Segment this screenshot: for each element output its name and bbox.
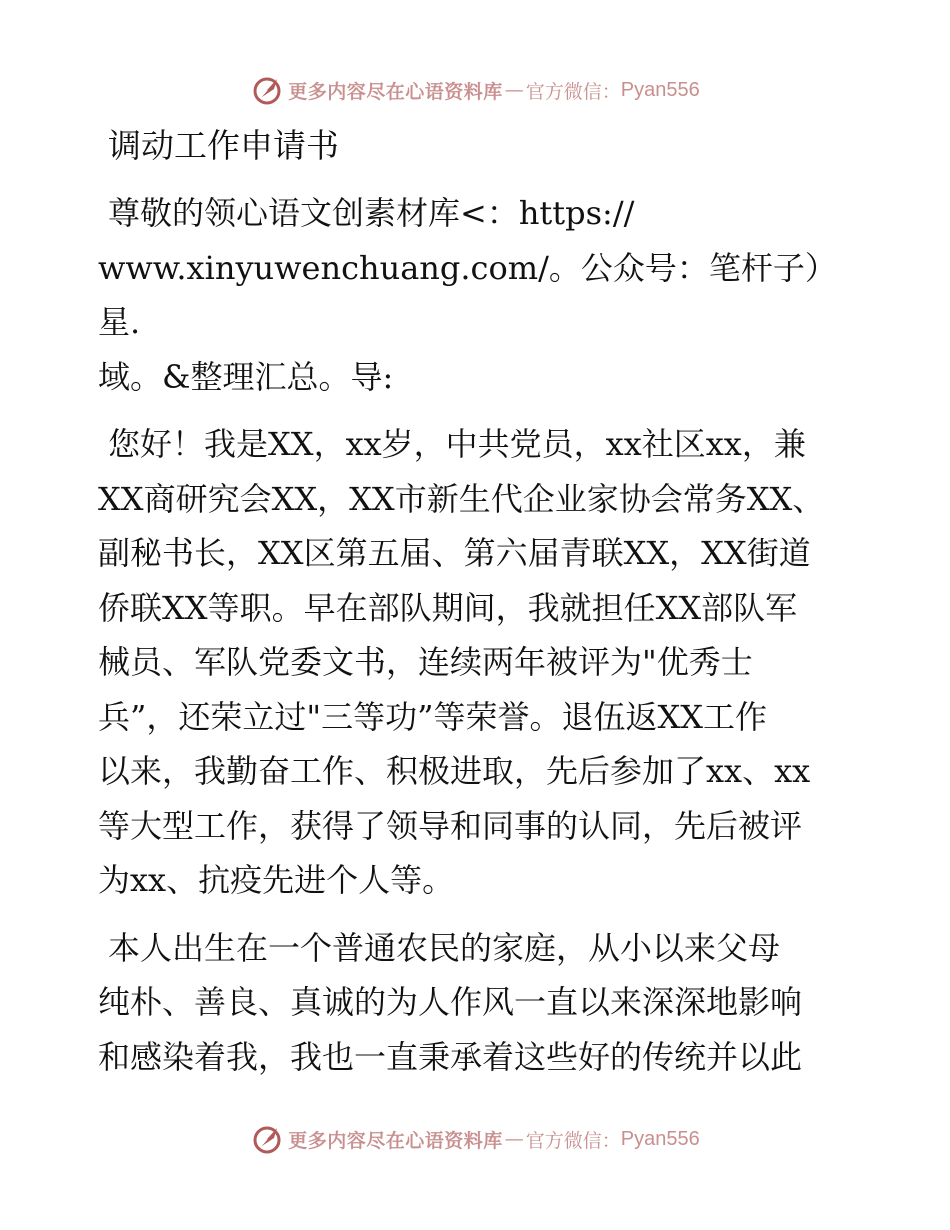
header-banner bbox=[0, 70, 950, 110]
document-body bbox=[98, 120, 858, 1097]
paragraph-introduction: 您好！我是XX，xx岁，中共党员，xx社区xx，兼 XX商研究会XX，XX市新生代企业家协会常务XX、 副秘书长，XX区第五届、第六届青联XX，XX街道 侨联XX等职。早在部队期间，我就担任XX部队军 械员、军队党委文书，连续两年被评为"优秀士 兵”，还荣立过"三等功”等荣誉。退伍返XX工作 以来，我勤奋工作、积极进取，先后参加了xx、xx 等大型工作，获得了领导和同事的认同，先后被评 为xx、抗疫先进个人等。 bbox=[98, 425, 825, 899]
document-title: 调动工作申请书 bbox=[108, 126, 339, 165]
banner-dash: — bbox=[504, 1128, 524, 1150]
paragraph-salutation: 尊敬的领心语文创素材库<：https:// www.xinyuwenchuang.com/。公众号：笔杆子）星. 域。&整理汇总。导: bbox=[98, 194, 837, 396]
quill-pen-logo-icon bbox=[250, 1122, 284, 1156]
paragraph-background: 本人出生在一个普通农民的家庭，从小以来父母 纯朴、善良、真诚的为人作风一直以来深深地影响 和感染着我，我也一直秉承着这些好的传统并以此 bbox=[98, 928, 803, 1076]
banner-wechat-id: Pyan556 bbox=[620, 1127, 700, 1150]
footer-banner bbox=[0, 1119, 950, 1159]
banner-site-text: 更多内容尽在心语资料库 bbox=[288, 80, 503, 103]
banner-wechat-label: 官方微信： bbox=[525, 80, 621, 103]
quill-pen-logo-icon bbox=[250, 73, 284, 107]
banner-wechat-label: 官方微信： bbox=[525, 1129, 621, 1152]
banner-site-text: 更多内容尽在心语资料库 bbox=[288, 1129, 503, 1152]
banner-dash: — bbox=[504, 79, 524, 101]
banner-wechat-id: Pyan556 bbox=[620, 78, 700, 101]
